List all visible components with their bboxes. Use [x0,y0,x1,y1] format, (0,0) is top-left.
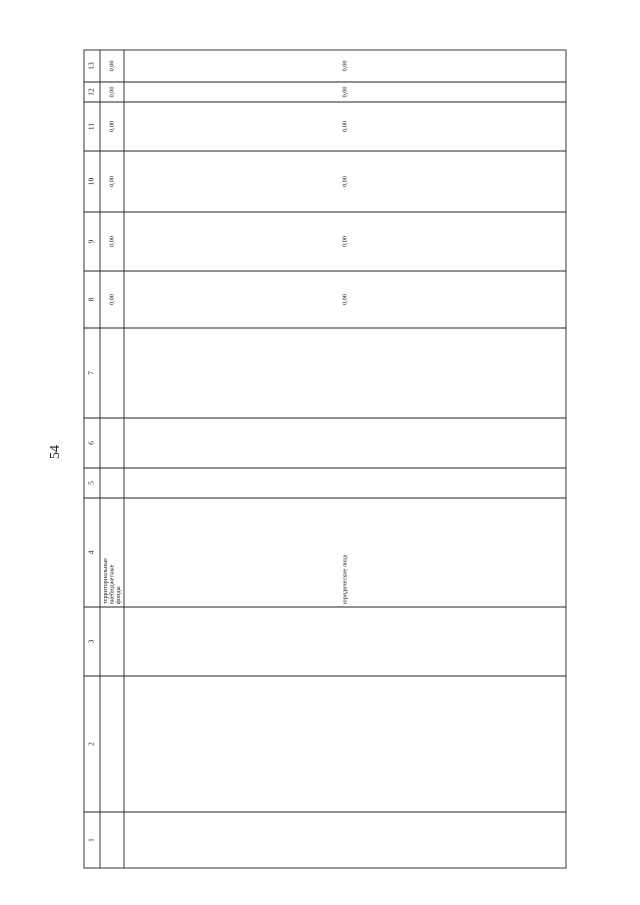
cell-value-c13-row-1: 0,00 [108,60,116,72]
cell-value-c10-row-2: 0,00 [341,176,349,187]
cell-value-c11-row-1: 0,00 [108,121,116,132]
cell-value-c9-row-2: 0,00 [341,236,349,247]
column-number-12: 12 [86,88,96,96]
column-number-10: 10 [86,177,96,186]
cell-text-c4-row-1: внебюджетные [108,564,116,604]
column-number-11: 11 [86,122,96,131]
cell-text-c4-row-1: территориальные [101,558,109,604]
page-number: 54 [48,445,63,459]
column-number-5: 5 [86,481,96,485]
cell-value-c12-row-1: 0,00 [108,86,116,98]
table-border [84,50,566,868]
cell-value-c8-row-2: 0,00 [341,294,349,305]
column-number-2: 2 [86,742,96,746]
cell-value-c10-row-1: 0,00 [108,176,116,187]
column-number-4: 4 [86,550,96,555]
column-number-1: 1 [86,838,96,842]
cell-text-c4-row-1: фонды [114,586,122,604]
table-grid [84,50,566,868]
cell-value-c12-row-2: 0,00 [341,86,349,98]
column-number-8: 8 [86,297,96,302]
column-number-13: 13 [86,62,96,70]
cell-value-c11-row-2: 0,00 [341,121,349,132]
cell-value-c8-row-1: 0,00 [108,294,116,305]
column-number-3: 3 [86,639,96,644]
column-number-9: 9 [86,239,96,244]
column-number-7: 7 [86,371,96,375]
column-number-6: 6 [86,441,96,445]
cell-text-c4-row-2: юридические лица [341,554,349,604]
cell-value-c13-row-2: 0,00 [341,60,349,72]
cell-value-c9-row-1: 0,00 [108,236,116,247]
